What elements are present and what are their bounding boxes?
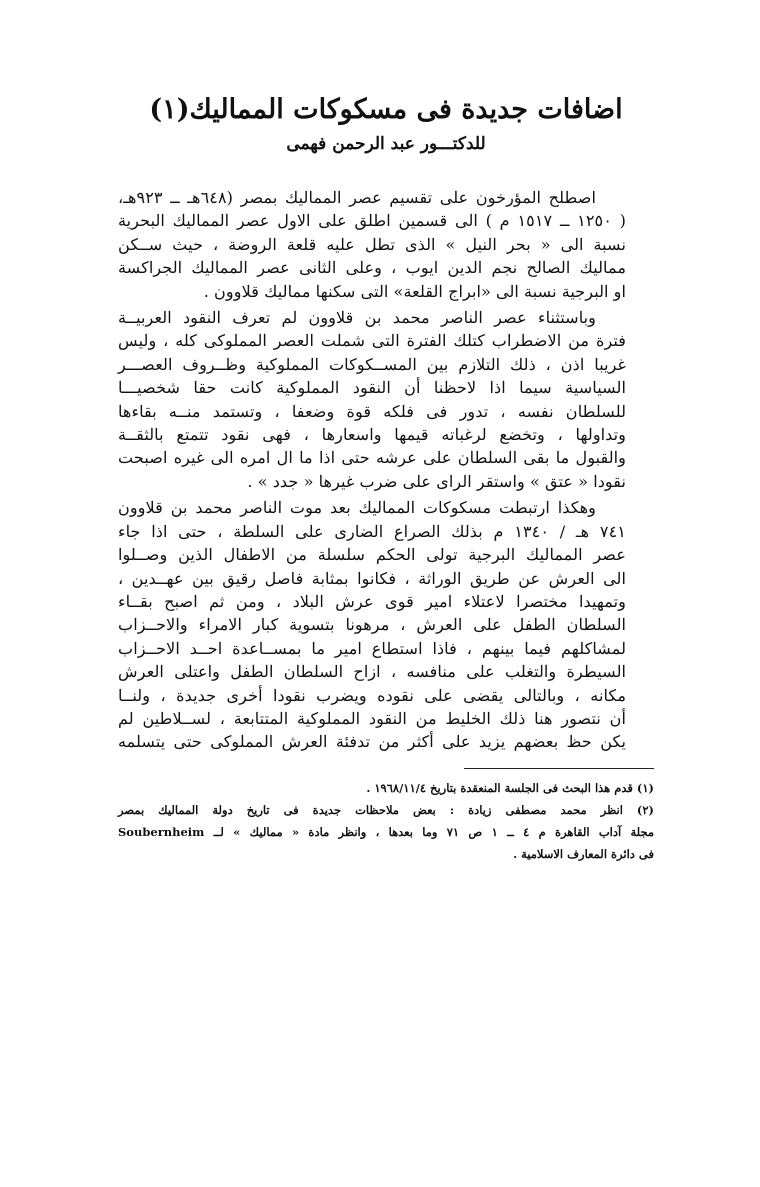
text-line: او البرجية نسبة الى «ابراج القلعة» التى سكنها مماليك قلاوون . — [203, 281, 626, 301]
text-line: أن نتصور هنا ذلك الخليط من النقود المملوكية المتتابعة ، لســلاطين لم — [118, 708, 626, 728]
text-line: مكانه ، وبالتالى يقضى على نقوده ويضرب نقودا أخرى جديدة ، ولنــا — [118, 685, 626, 705]
text-line: وتداولها ، وتخضع لرغباته قيمها واسعارها ، فهى نقود تتمتع بالثقــة — [118, 425, 626, 445]
footnote-2 — [118, 799, 654, 865]
text-line: مماليك الصالح نجم الدين ايوب ، وعلى الثانى عصر المماليك الجراكسة — [118, 258, 626, 278]
text-line: نقودا « عتق » واستقر الراى على ضرب غيرها « جدد » . — [247, 471, 626, 491]
footnote-line: فى دائرة المعارف الاسلامية . — [513, 846, 654, 861]
text-line: وهكذا ارتبطت مسكوكات المماليك بعد موت الناصر محمد بن قلاوون — [118, 498, 596, 518]
article-title: اضافات جديدة فى مسكوكات المماليك(١) — [149, 94, 623, 125]
footnote-divider — [464, 768, 654, 769]
paragraph-2 — [118, 306, 654, 493]
text-line: السلطان الطفل على العرش ، مرهونا بتسوية كبار الامراء والاحــزاب — [118, 615, 626, 635]
text-line: لمشاكلهم فيما بينهم ، فاذا استطاع امير ما بمســاعدة احــد الاحــزاب — [118, 638, 626, 658]
text-line: السيطرة والتغلب على منافسه ، ازاح السلطان الطفل واعتلى العرش — [118, 662, 626, 682]
text-line: يكن حظ بعضهم يزيد على أكثر من تدفئة العرش المملوكى حتى يتسلمه — [118, 732, 626, 752]
footnote-1 — [118, 777, 654, 799]
footnote-line: (١) قدم هذا البحث فى الجلسة المنعقدة بتاريخ ١٩٦٨/١١/٤ . — [366, 780, 654, 795]
footnote-line: (٢) انظر محمد مصطفى زيادة : بعض ملاحظات جديدة فى تاريخ دولة المماليك بمصر — [118, 802, 654, 817]
text-line: السياسية سيما اذا لاحظنا أن النقود المملوكية كانت حقا شخصيـــا — [118, 378, 626, 398]
text-line: نسبة الى « بحر النيل » الذى تطل عليه قلعة الروضة ، حيث ســكن — [118, 234, 626, 254]
text-line: عصر المماليك البرجية تولى الحكم سلسلة من الاطفال الذين وصــلوا — [118, 545, 626, 565]
footnote-line: مجلة آداب القاهرة م ٤ ــ ١ ص ٧١ وما بعدها ، وانظر مادة « مماليك » لــ Soubernheim — [118, 824, 655, 839]
text-line: للسلطان نفسه ، تدور فى فلكه قوة وضعفا ، وتستمد منــه بقاءها — [118, 401, 626, 421]
text-line: والقبول ما بقى السلطان على عرشه حتى اذا ما ال امره الى غيره اصبحت — [118, 448, 626, 468]
author-name: للدكتـــور عبد الرحمن فهمى — [286, 134, 486, 154]
text-line: غريبا اذن ، ذلك التلازم بين المســكوكات المملوكية وظــروف العصـــر — [118, 354, 626, 374]
text-line: الى العرش عن طريق الوراثة ، فكانوا بمثابة فاصل رقيق بين عهــدين ، — [118, 568, 626, 588]
text-line: اصطلح المؤرخون على تقسيم عصر المماليك بمصر (٦٤٨هـ ــ ٩٢٣هـ، — [118, 188, 596, 207]
text-line: وتمهيدا مختصرا لاعتلاء امير قوى عرش البلاد ، ومن ثم اصبح بقــاء — [118, 591, 626, 611]
paragraph-1 — [118, 186, 654, 303]
text-line: فترة من الاضطراب كتلك الفترة التى شملت العصر المملوكى كله ، وليس — [118, 331, 626, 351]
text-line: ( ١٢٥٠ ــ ١٥١٧ م ) الى قسمين اطلق على الاول عصر المماليك البحرية — [118, 211, 627, 231]
text-line: ٧٤١ هـ / ١٣٤٠ م بذلك الصراع الضارى على السلطة ، حتى اذا جاء — [118, 521, 626, 541]
paragraph-3 — [118, 496, 654, 753]
text-line: وباستثناء عصر الناصر محمد بن قلاوون لم تعرف النقود العربيــة — [118, 308, 596, 328]
article-page — [118, 92, 654, 865]
